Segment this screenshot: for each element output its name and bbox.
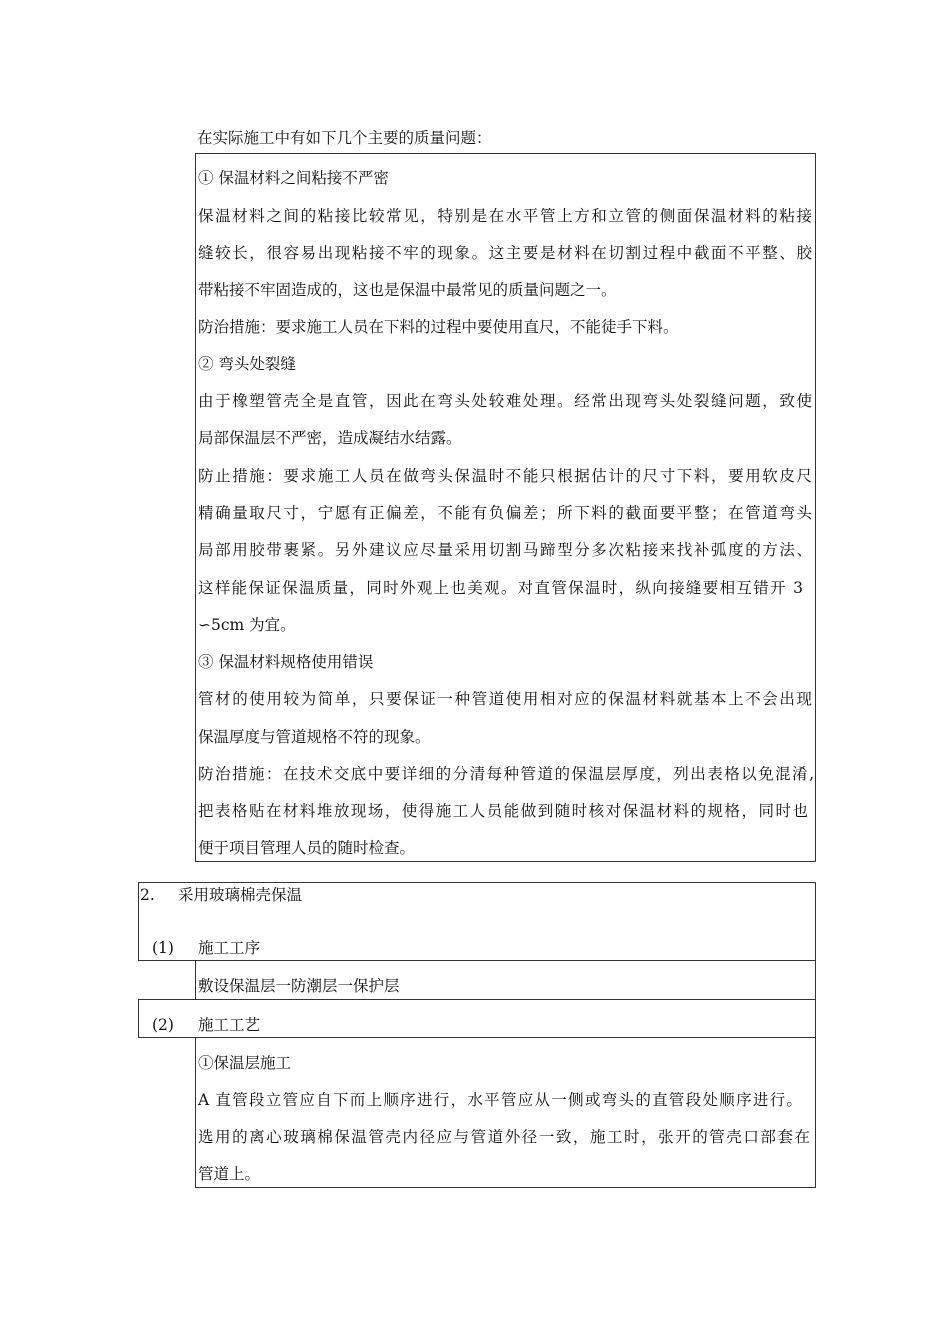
issue1-body-line: 带粘接不牢固造成的，这也是保温中最常见的质量问题之一。 [198,281,617,299]
issue3-body-line: 管材的使用较为简单，只要保证一种管道使用相对应的保温材料就基本上不会出现 [198,690,812,708]
issue2-measure-line: 防止措施：要求施工人员在做弯头保温时不能只根据估计的尺寸下料，要用软皮尺 [198,467,812,485]
sub1-body: 敷设保温层一防潮层一保护层 [198,977,400,995]
issue2-measure-line: 局部用胶带裹紧。另外建议应尽量采用切割马蹄型分多次粘接来找补弧度的方法、 [198,541,812,559]
issue3-measure-line: 把表格贴在材料堆放现场，使得施工人员能做到随时核对保温材料的规格，同时也 [198,802,808,820]
issue1-measure: 防治措施：要求施工人员在下料的过程中要使用直尺，不能徒手下料。 [198,318,679,336]
step-title: ①保温层施工 [198,1054,292,1072]
issue1-title: ① 保温材料之间粘接不严密 [198,169,389,187]
section2-title: 采用玻璃棉壳保温 [178,886,303,904]
issue2-title: ② 弯头处裂缝 [198,355,296,373]
issue2-measure-line: 精确量取尺寸，宁愿有正偏差，不能有负偏差；所下料的截面要平整；在管道弯头 [198,504,812,522]
issue2-body-line: 局部保温层不严密，造成凝结水结露。 [198,429,462,447]
issue1-body-line: 缝较长，很容易出现粘接不牢的现象。这主要是材料在切割过程中截面不平整、胶 [198,244,812,262]
issue3-measure-line: 便于项目管理人员的随时检查。 [198,839,416,857]
step-body-line: 选用的离心玻璃棉保温管壳内径应与管道外径一致，施工时，张开的管壳口部套在 [198,1128,810,1146]
step-body-line: A 直管段立管应自下而上顺序进行，水平管应从一侧或弯头的直管段处顺序进行。 [198,1091,802,1109]
issue1-body-line: 保温材料之间的粘接比较常见，特别是在水平管上方和立管的侧面保温材料的粘接 [198,207,812,225]
section2-number: 2. [140,886,155,904]
issue3-body-line: 保温厚度与管道规格不符的现象。 [198,728,431,746]
sub1-number: (1) [152,939,174,957]
issue2-body-line: 由于橡塑管壳全是直管，因此在弯头处较难处理。经常出现弯头处裂缝问题，致使 [198,392,812,410]
issue2-measure-line: 这样能保证保温质量，同时外观上也美观。对直管保温时，纵向接缝要相互错开 3 [198,579,803,597]
issue2-measure-line: ∽5cm 为宜。 [198,616,296,634]
step-body-line: 管道上。 [198,1165,261,1183]
sub2-number: (2) [152,1016,174,1034]
issue3-title: ③ 保温材料规格使用错误 [198,653,374,671]
issue3-measure-line: 防治措施：在技术交底中要详细的分清每种管道的保温层厚度，列出表格以免混淆, [198,765,814,783]
intro-text: 在实际施工中有如下几个主要的质量问题： [197,129,492,147]
sub1-title: 施工工序 [198,939,261,957]
sub2-title: 施工工艺 [198,1016,261,1034]
